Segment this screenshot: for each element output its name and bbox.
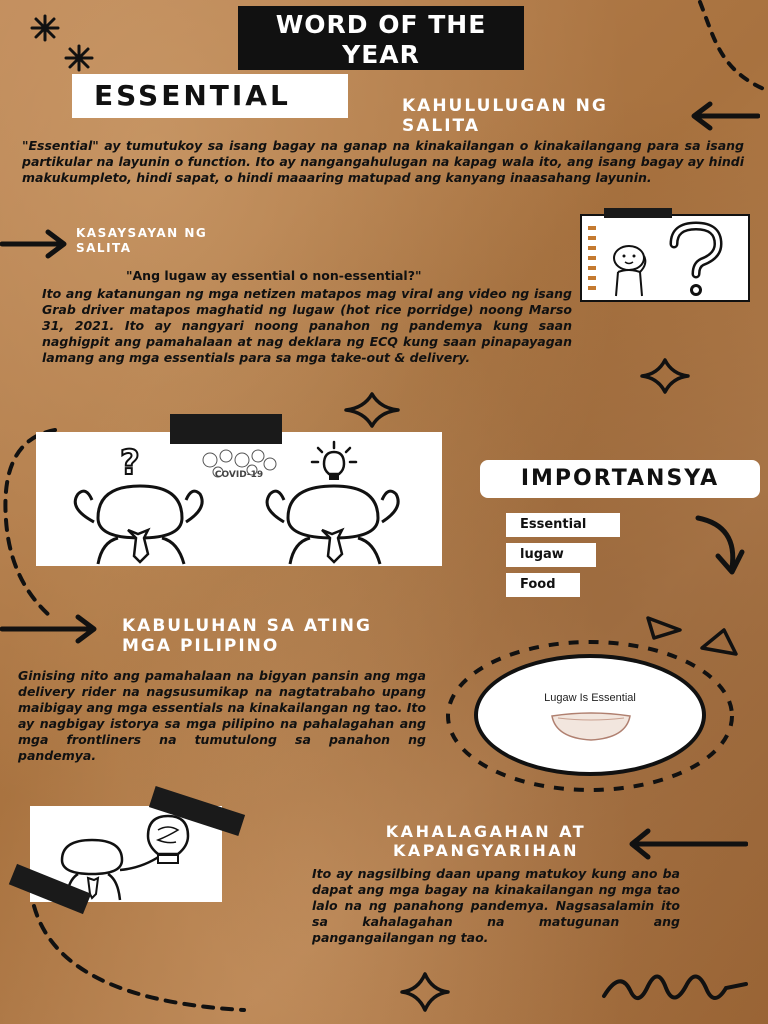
importance-tag: Food: [506, 573, 580, 597]
arrow-right-icon: [0, 228, 72, 260]
sparkle-icon: [400, 972, 450, 1012]
lugaw-caption: Lugaw Is Essential: [544, 692, 636, 704]
person-lightbulb-icon: [248, 436, 428, 566]
value-heading: KAHALAGAHAN AT KAPANGYARIHAN: [385, 822, 587, 860]
arrow-right-icon: [0, 612, 104, 646]
thinking-people-card: [36, 432, 442, 566]
question-card: [580, 214, 750, 302]
benefit-heading: KABULUHAN SA ATING MGA PILIPINO: [122, 616, 372, 656]
importance-heading: IMPORTANSYA: [520, 466, 720, 491]
value-text: Ito ay nagsilbing daan upang matukoy kung ano ba dapat ang mga bagay na kinakailangan ng mga tao lalo na ng panahong pandemya. Nagsasalamin ito sa kahalagahan na matugunan ang pangangailangan ng tao.: [312, 866, 680, 945]
meaning-heading: KAHULULUGAN NG SALITA: [402, 96, 608, 136]
squiggle-decor: [600, 960, 750, 1010]
svg-text:?: ?: [120, 443, 140, 483]
dashed-curve-decor: [30, 900, 250, 1024]
importance-tag: Essential: [506, 513, 620, 537]
covid-label: COVID-19: [214, 470, 264, 480]
asterisk-decor-icon: [22, 14, 102, 74]
word-label: ESSENTIAL: [72, 74, 348, 118]
importance-tag: lugaw: [506, 543, 596, 567]
tape-decor: [170, 414, 282, 444]
dashed-curve-decor: [680, 0, 768, 95]
question-mark-icon: [656, 220, 736, 300]
sparkle-icon: [640, 358, 690, 394]
thinking-person-icon: [604, 242, 654, 298]
meaning-text: "Essential" ay tumutukoy sa isang bagay na ganap na kinakailangan o kinakailangang para sa isang partikular na layunin o function. Ito ay nangangahulugan na kapag wala ito, ang isang bagay ay hindi makukumpleto, hindi sapat, o hindi maaaring matupad ang kanyang inaasahang layunin.: [22, 138, 744, 185]
history-quote: "Ang lugaw ay essential o non-essential?": [126, 268, 422, 283]
history-heading: KASAYSAYAN NG SALITA: [76, 226, 208, 255]
notebook-rings: [588, 222, 596, 296]
person-question-icon: [58, 438, 218, 566]
curved-arrow-icon: [690, 512, 746, 582]
arrow-left-icon: [688, 100, 760, 132]
tape-decor: [604, 208, 672, 218]
arrow-left-icon: [622, 826, 748, 862]
history-text: Ito ang katanungan ng mga netizen matapos mag viral ang video ng isang Grab driver matapos maghatid ng lugaw (hot rice porridge) noong Marso 31, 2021. Ito ay nangyari noong panahon ng pandemya kung saan naghigpit ang pamahalaan at nag deklara ng ECQ kung saan pinapayagan lamang ang mga essentials para sa mga take-out & delivery.: [42, 286, 572, 365]
sparkle-icon: [344, 392, 400, 428]
benefit-text: Ginising nito ang pamahalaan na bigyan pansin ang mga delivery rider na nagsusumikap na nagtatrabaho upang maibigay ang mga essentials na kinakailangan ng tao. Ito ay nagbigay istorya sa mga pilipino na pahalagahan ang mga frontliners na tumutulong sa panahon ng pandemya.: [18, 668, 426, 763]
page-title: WORD OF THE YEAR: [238, 6, 524, 70]
bowl-icon: [548, 708, 634, 742]
